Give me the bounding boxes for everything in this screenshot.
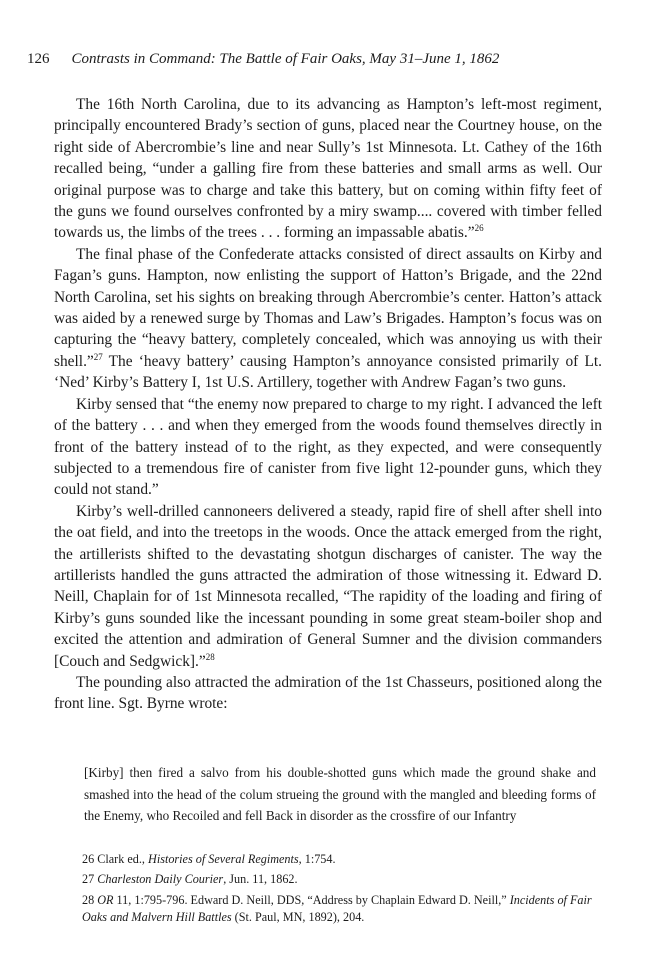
footnote-title: Charleston Daily Courier (97, 872, 224, 887)
footnote-number: 27 (82, 872, 95, 887)
footnote-text: , Jun. 11, 1862. (223, 872, 298, 887)
paragraph-text: The ‘heavy battery’ causing Hampton’s annoyance consisted primarily of Lt. ‘Ned’ Kirby’s Battery I, 1st U.S. Artillery, together with Andrew Fagan’s two guns. (54, 352, 602, 392)
footnotes (82, 851, 602, 930)
paragraph (54, 94, 602, 244)
footnote-text: (St. Paul, MN, 1892), 204. (231, 910, 365, 925)
footnote-number: 28 (82, 892, 95, 907)
footnote-text: 11, 1:795-796. Edward D. Neill, DDS, “Address by Chaplain Edward D. Neill,” (113, 892, 510, 907)
paragraph-text: The 16th North Carolina, due to its advancing as Hampton’s left-most regiment, principally encountered Brady’s section of guns, placed near the Courtney house, on the right side of Abercrombie’s line and near Sully’s 1st Minnesota. Lt. Cathey of the 16th recalled being, “under a galling fire from these batteries and small arms as well. Our original purpose was to charge and take this battery, but on coming within fifty feet of the guns we found ourselves confronted by a miry swamp.... covered with timber felled towards us, the limbs of the trees . . . forming an impassable abatis.” (54, 96, 602, 242)
footnote-title: Incidents of Fair Oaks and Malvern Hill Battles (82, 892, 592, 925)
footnote-title: OR (97, 892, 114, 907)
paragraph (54, 244, 602, 394)
body-text (54, 94, 602, 715)
running-header (27, 49, 617, 69)
footnote-ref: 26 (474, 223, 484, 234)
block-quote: [Kirby] then fired a salvo from his double-shotted guns which made the ground shake and smashed into the head of the colum strueing the ground with the mangled and bleeding forms of the Enemy, who Recoiled and fell Back in disorder as the crossfire of our Infantry (84, 765, 596, 823)
paragraph (54, 672, 602, 715)
paragraph (54, 394, 602, 501)
paragraph (54, 501, 602, 672)
paragraph-text: The pounding also attracted the admiration of the 1st Chasseurs, positioned along the front line. Sgt. Byrne wrote: (54, 673, 602, 713)
footnote (82, 871, 602, 888)
footnote (82, 851, 602, 868)
footnote-text: , 1:754. (298, 852, 336, 866)
footnote-text: Clark ed., (97, 852, 149, 866)
footnote-ref: 28 (205, 651, 215, 662)
paragraph-text: Kirby’s well-drilled cannoneers delivered a steady, rapid fire of shell after shell into the oat field, and into the treetops in the woods. Once the attack emerged from the right, the artillerists shifted to the devastating shotgun discharges of canister. The way the artillerists handled the guns attracted the admiration of those witnessing it. Edward D. Neill, Chaplain for of 1st Minnesota recalled, “The rapidity of the loading and firing of Kirby’s guns sounded like the incessant pounding in some great steam-boiler shop and excited the attention and admiration of General Sumner and the division commanders [Couch and Sedgwick].” (54, 502, 602, 670)
footnote (82, 892, 602, 927)
footnote-ref: 27 (93, 351, 103, 362)
paragraph-text: Kirby sensed that “the enemy now prepared to charge to my right. I advanced the left of the battery . . . and when they emerged from the woods found themselves directly in front of the battery instead of to the right, as they expected, and were consequently subjected to a tremendous fire of canister from five light 12-pounder guns, which they could not stand.” (54, 395, 602, 499)
running-title: Contrasts in Command: The Battle of Fair Oaks, May 31–June 1, 1862 (71, 51, 500, 67)
paragraph-text: The final phase of the Confederate attacks consisted of direct assaults on Kirby and Fagan’s guns. Hampton, now enlisting the support of Hatton’s Brigade, and the 22nd North Carolina, set his sights on breaking through Abercrombie’s center. Hatton’s attack was aided by a renewed surge by Thomas and Law’s Brigades. Hampton’s focus was on capturing the “heavy battery, completely concealed, which was annoying us with their shell.” (54, 245, 602, 370)
footnote-title: Histories of Several Regiments (148, 852, 299, 866)
page-number: 126 (27, 51, 50, 67)
footnote-number: 26 (82, 852, 95, 866)
